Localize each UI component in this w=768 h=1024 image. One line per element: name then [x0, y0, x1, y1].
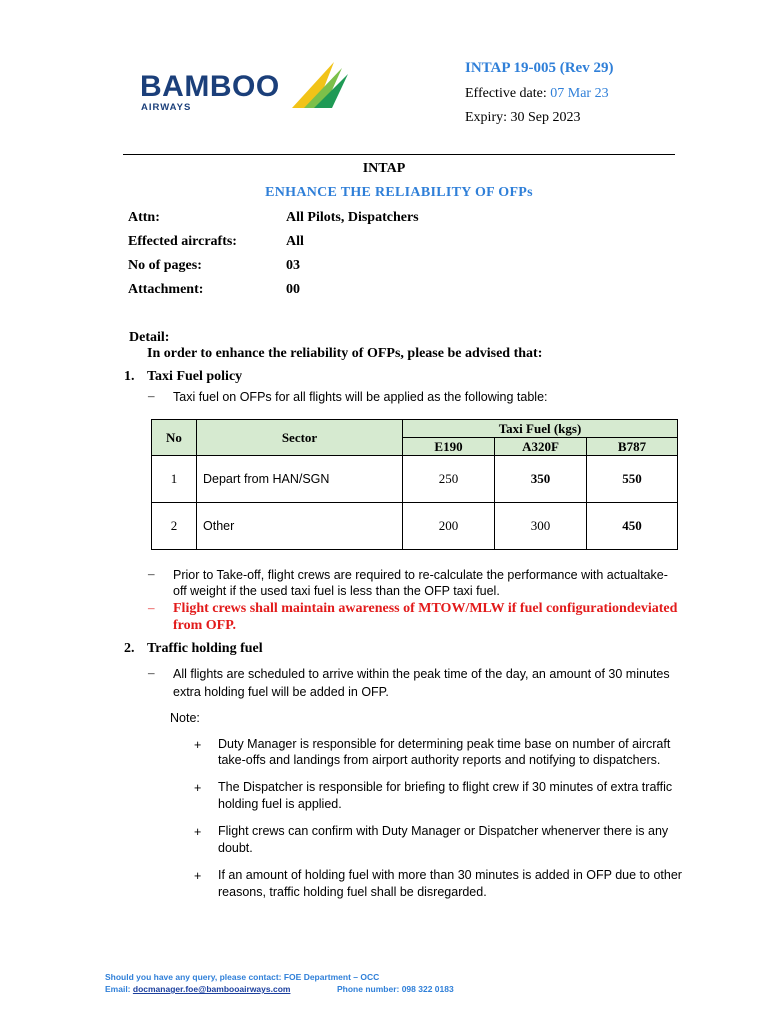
- footer-email-row: [105, 984, 290, 994]
- plus-bullet-icon: +: [194, 825, 202, 839]
- section2-bullet-line1: All flights are scheduled to arrive within the peak time of the day, an amount of 30 minutes: [173, 667, 670, 681]
- col-taxi-fuel-header: Taxi Fuel (kgs): [403, 420, 678, 438]
- col-a320f-header: A320F: [495, 438, 587, 456]
- cell-no: 2: [152, 503, 197, 550]
- expiry-date: Expiry: 30 Sep 2023: [465, 110, 581, 125]
- cell-no: 1: [152, 456, 197, 503]
- attn-value: All Pilots, Dispatchers: [286, 210, 419, 225]
- cell-e190: 200: [403, 503, 495, 550]
- note-item-4-line1: If an amount of holding fuel with more than 30 minutes is added in OFP due to other: [218, 868, 682, 882]
- cell-sector: Depart from HAN/SGN: [197, 456, 403, 503]
- note-item-3-line1: Flight crews can confirm with Duty Manager or Dispatcher whenerver there is any: [218, 824, 669, 838]
- section1-number: 1.: [124, 369, 135, 384]
- note-item-3-line2: doubt.: [218, 841, 253, 855]
- note-item-1-line1: Duty Manager is responsible for determining peak time base on number of aircraft: [218, 737, 671, 751]
- cell-e190: 250: [403, 456, 495, 503]
- dash-bullet-icon: –: [148, 600, 155, 615]
- warning-line1: Flight crews shall maintain awareness of MTOW/MLW if fuel configurationdeviated: [173, 601, 678, 616]
- section2-title: Traffic holding fuel: [147, 641, 263, 656]
- warning-line2: from OFP.: [173, 618, 236, 633]
- attn-label: Attn:: [128, 210, 160, 225]
- detail-label: Detail:: [129, 330, 170, 345]
- table-row: [152, 456, 678, 503]
- note-item-1-line2: take-offs and landings from airport authority reports and notifying to dispatchers.: [218, 753, 661, 767]
- section1-title: Taxi Fuel policy: [147, 369, 243, 384]
- cell-a320f: 350: [495, 456, 587, 503]
- bamboo-airways-logo: [140, 60, 360, 120]
- plus-bullet-icon: +: [194, 738, 202, 752]
- section1-note-line1: Prior to Take-off, flight crews are required to re-calculate the performance with actualtake-: [173, 568, 668, 582]
- document-type: INTAP: [362, 161, 406, 176]
- plus-bullet-icon: +: [194, 869, 202, 883]
- logo-wordmark: BAMBOO: [140, 70, 280, 103]
- attachment-value: 00: [286, 282, 300, 297]
- aircraft-value: All: [286, 234, 304, 249]
- cell-sector: Other: [197, 503, 403, 550]
- note-label: Note:: [170, 711, 200, 725]
- table-row: [152, 503, 678, 550]
- aircraft-label: Effected aircrafts:: [128, 234, 237, 249]
- col-sector-header: Sector: [197, 420, 403, 456]
- header-divider: [123, 154, 675, 155]
- cell-a320f: 300: [495, 503, 587, 550]
- section2-bullet-line2: extra holding fuel will be added in OFP.: [173, 685, 389, 699]
- note-item-2-line2: holding fuel is applied.: [218, 797, 342, 811]
- section2-number: 2.: [124, 641, 135, 656]
- attachment-label: Attachment:: [128, 282, 204, 297]
- col-b787-header: B787: [587, 438, 678, 456]
- dash-bullet-icon: –: [148, 665, 155, 680]
- logo-subtitle: AIRWAYS: [141, 102, 192, 113]
- dash-bullet-icon: –: [148, 566, 155, 581]
- footer-contact: Should you have any query, please contact: FOE Department – OCC: [105, 972, 380, 982]
- document-code: INTAP 19-005 (Rev 29): [465, 60, 614, 76]
- detail-intro: In order to enhance the reliability of OFPs, please be advised that:: [147, 346, 543, 361]
- footer-email-label: Email:: [105, 984, 131, 994]
- document-headline: ENHANCE THE RELIABILITY OF OFPs: [265, 185, 533, 200]
- note-item-2-line1: The Dispatcher is responsible for briefing to flight crew if 30 minutes of extra traffic: [218, 780, 673, 794]
- section1-note-line2: off weight if the used taxi fuel is less than the OFP taxi fuel.: [173, 584, 500, 598]
- col-no-header: No: [152, 420, 197, 456]
- pages-label: No of pages:: [128, 258, 202, 273]
- effective-date: [465, 86, 609, 102]
- footer-phone: Phone number: 098 322 0183: [337, 984, 454, 994]
- col-e190-header: E190: [403, 438, 495, 456]
- effective-date-value: 07 Mar 23: [550, 86, 609, 101]
- bamboo-leaf-icon: [290, 60, 350, 110]
- cell-b787: 550: [587, 456, 678, 503]
- plus-bullet-icon: +: [194, 781, 202, 795]
- dash-bullet-icon: –: [148, 388, 155, 403]
- taxi-fuel-table: [151, 419, 678, 550]
- effective-date-label: Effective date:: [465, 86, 547, 101]
- pages-value: 03: [286, 258, 300, 273]
- note-item-4-line2: reasons, traffic holding fuel shall be disregarded.: [218, 885, 487, 899]
- cell-b787: 450: [587, 503, 678, 550]
- footer-email-link[interactable]: docmanager.foe@bambooairways.com: [132, 984, 291, 994]
- section1-bullet: Taxi fuel on OFPs for all flights will be applied as the following table:: [173, 390, 548, 404]
